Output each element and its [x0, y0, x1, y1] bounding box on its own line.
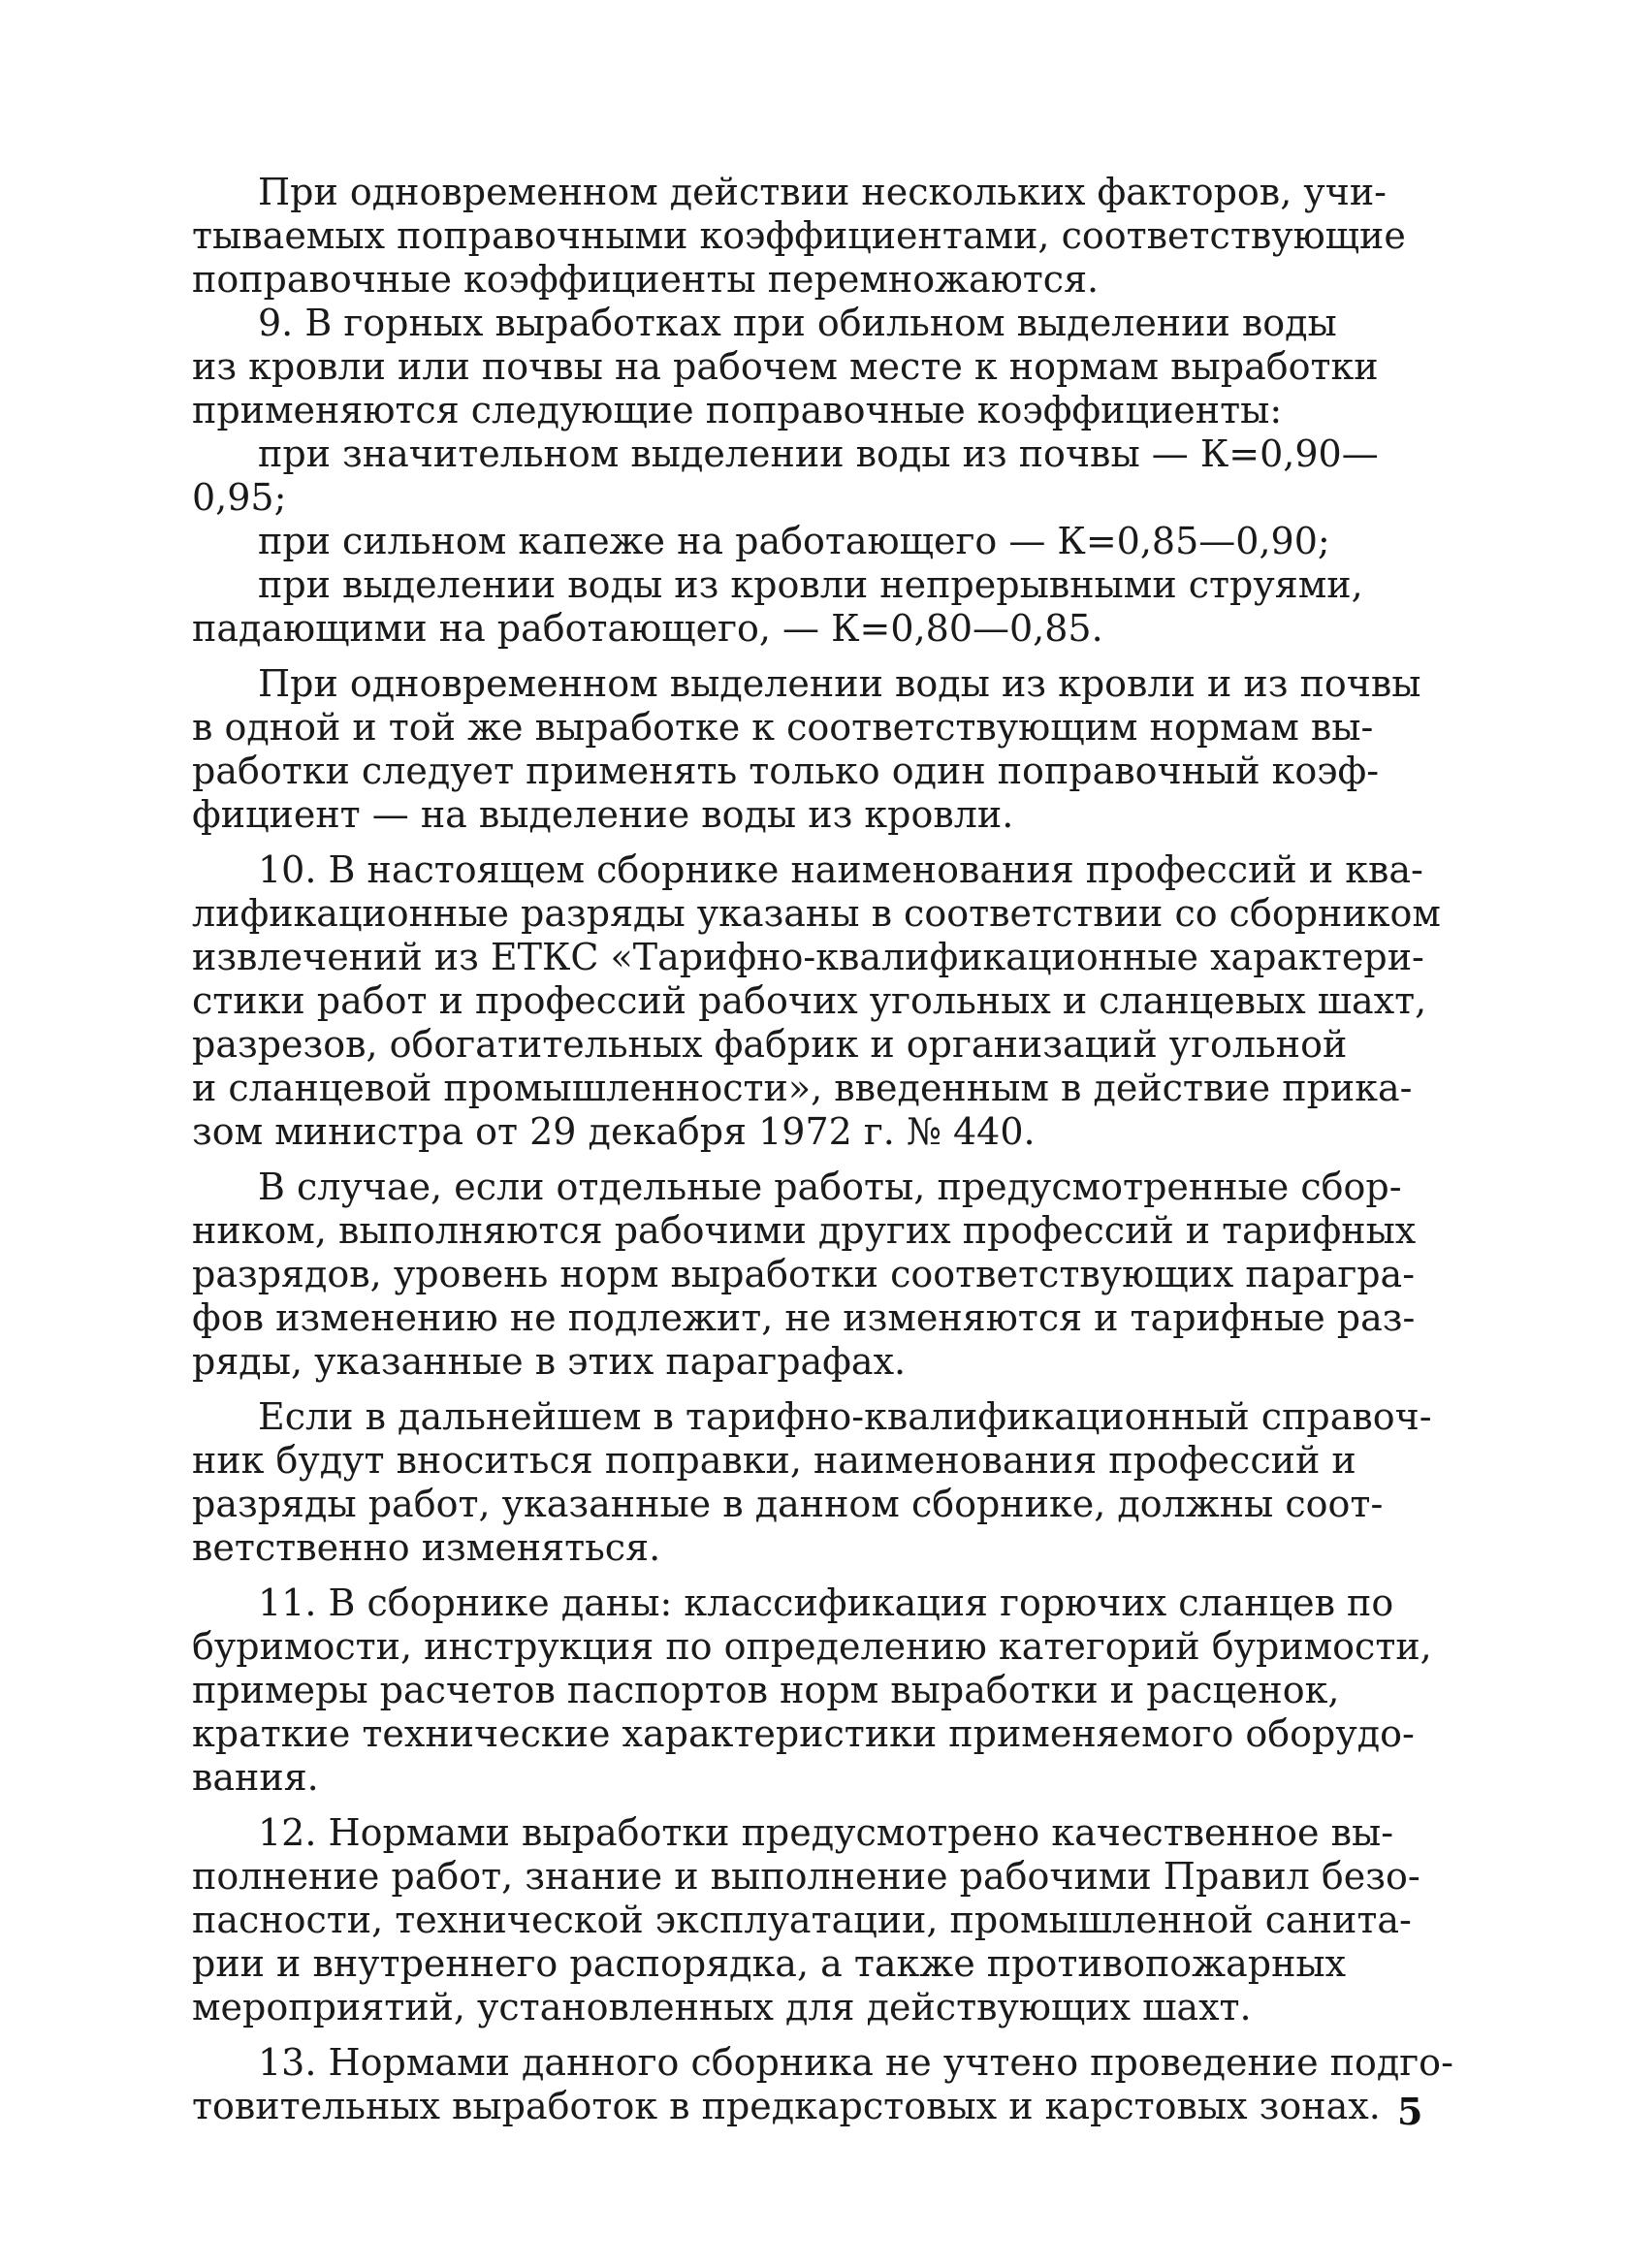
text-line: стики работ и профессий рабочих угольных и сланцевых шахт,	[192, 979, 1427, 1022]
text-line: при выделении воды из кровли непрерывными струями,	[258, 563, 1363, 606]
text-line: падающими на работающего, — К=0,80—0,85.	[192, 607, 1103, 650]
text-line: при значительном выделении воды из почвы — К=0,90—	[258, 432, 1379, 475]
paragraph-gap	[192, 1570, 1416, 1581]
paragraph-gap	[192, 1800, 1416, 1811]
text-line: 9. В горных выработках при обильном выделении воды	[258, 302, 1337, 344]
text-line: 13. Нормами данного сборника не учтено проведение подго-	[258, 2041, 1453, 2084]
page-number: 5	[1397, 2090, 1423, 2133]
text-line: зом министра от 29 декабря 1972 г. № 440.	[192, 1110, 1036, 1153]
text-line: извлечений из ЕТКС «Тарифно-квалификационные характери-	[192, 936, 1424, 978]
text-line: лификационные разряды указаны в соответствии со сборником	[192, 892, 1441, 935]
text-line: ветственно изменяться.	[192, 1526, 661, 1569]
text-line: в одной и той же выработке к соответствующим нормам вы-	[192, 706, 1374, 749]
text-line: разрезов, обогатительных фабрик и организаций угольной	[192, 1023, 1348, 1066]
text-line: При одновременном выделении воды из кровли и из почвы	[258, 662, 1421, 705]
text-line: 11. В сборнике даны: классификация горючих сланцев по	[258, 1581, 1394, 1624]
text-line: из кровли или почвы на рабочем месте к нормам выработки	[192, 345, 1379, 388]
text-line: фов изменению не подлежит, не изменяются и тарифные раз-	[192, 1296, 1416, 1339]
text-line: В случае, если отдельные работы, предусмотренные сбор-	[258, 1166, 1402, 1208]
text-line: 12. Нормами выработки предусмотрено качественное вы-	[258, 1811, 1394, 1854]
paragraph-gap	[192, 651, 1416, 662]
text-line: 0,95;	[192, 476, 287, 519]
text-line: мероприятий, установленных для действующих шахт.	[192, 1986, 1252, 2028]
text-line: пасности, технической эксплуатации, промышленной санита-	[192, 1899, 1412, 1941]
text-line: ник будут вноситься поправки, наименования профессий и	[192, 1439, 1356, 1482]
text-line: 10. В настоящем сборнике наименования профессий и ква-	[258, 848, 1423, 891]
text-line: тываемых поправочными коэффициентами, соответствующие	[192, 214, 1406, 257]
text-line: фициент — на выделение воды из кровли.	[192, 793, 1014, 836]
paragraph-gap	[192, 1154, 1416, 1166]
text-line: Если в дальнейшем в тарифно-квалификационный справоч-	[258, 1395, 1432, 1438]
text-line: разрядов, уровень норм выработки соответствующих парагра-	[192, 1253, 1416, 1295]
text-line: товительных выработок в предкарстовых и карстовых зонах.	[192, 2085, 1381, 2127]
text-line: рии и внутреннего распорядка, а также противопожарных	[192, 1942, 1347, 1985]
text-line: примеры расчетов паспортов норм выработки и расценок,	[192, 1669, 1340, 1711]
text-line: разряды работ, указанные в данном сборнике, должны соот-	[192, 1483, 1384, 1525]
text-line: поправочные коэффициенты перемножаются.	[192, 258, 1100, 301]
body-text	[192, 171, 1453, 2128]
text-line: работки следует применять только один поправочный коэф-	[192, 750, 1380, 792]
text-line: краткие технические характеристики применяемого оборудо-	[192, 1712, 1415, 1755]
text-line: полнение работ, знание и выполнение рабочими Правил безо-	[192, 1855, 1420, 1898]
text-line: при сильном капеже на работающего — К=0,85—0,90;	[258, 520, 1330, 562]
text-line: буримости, инструкция по определению категорий буримости,	[192, 1625, 1432, 1668]
text-line: применяются следующие поправочные коэффициенты:	[192, 389, 1283, 431]
text-line: ником, выполняются рабочими других профессий и тарифных	[192, 1209, 1417, 1252]
text-line: ряды, указанные в этих параграфах.	[192, 1340, 907, 1383]
text-line: и сланцевой промышленности», введенным в действие прика-	[192, 1067, 1413, 1109]
paragraph-gap	[192, 1384, 1416, 1395]
text-line: вания.	[192, 1756, 319, 1799]
paragraph-gap	[192, 2029, 1416, 2041]
text-line: При одновременном действии нескольких факторов, учи-	[258, 171, 1388, 213]
paragraph-gap	[192, 837, 1416, 848]
